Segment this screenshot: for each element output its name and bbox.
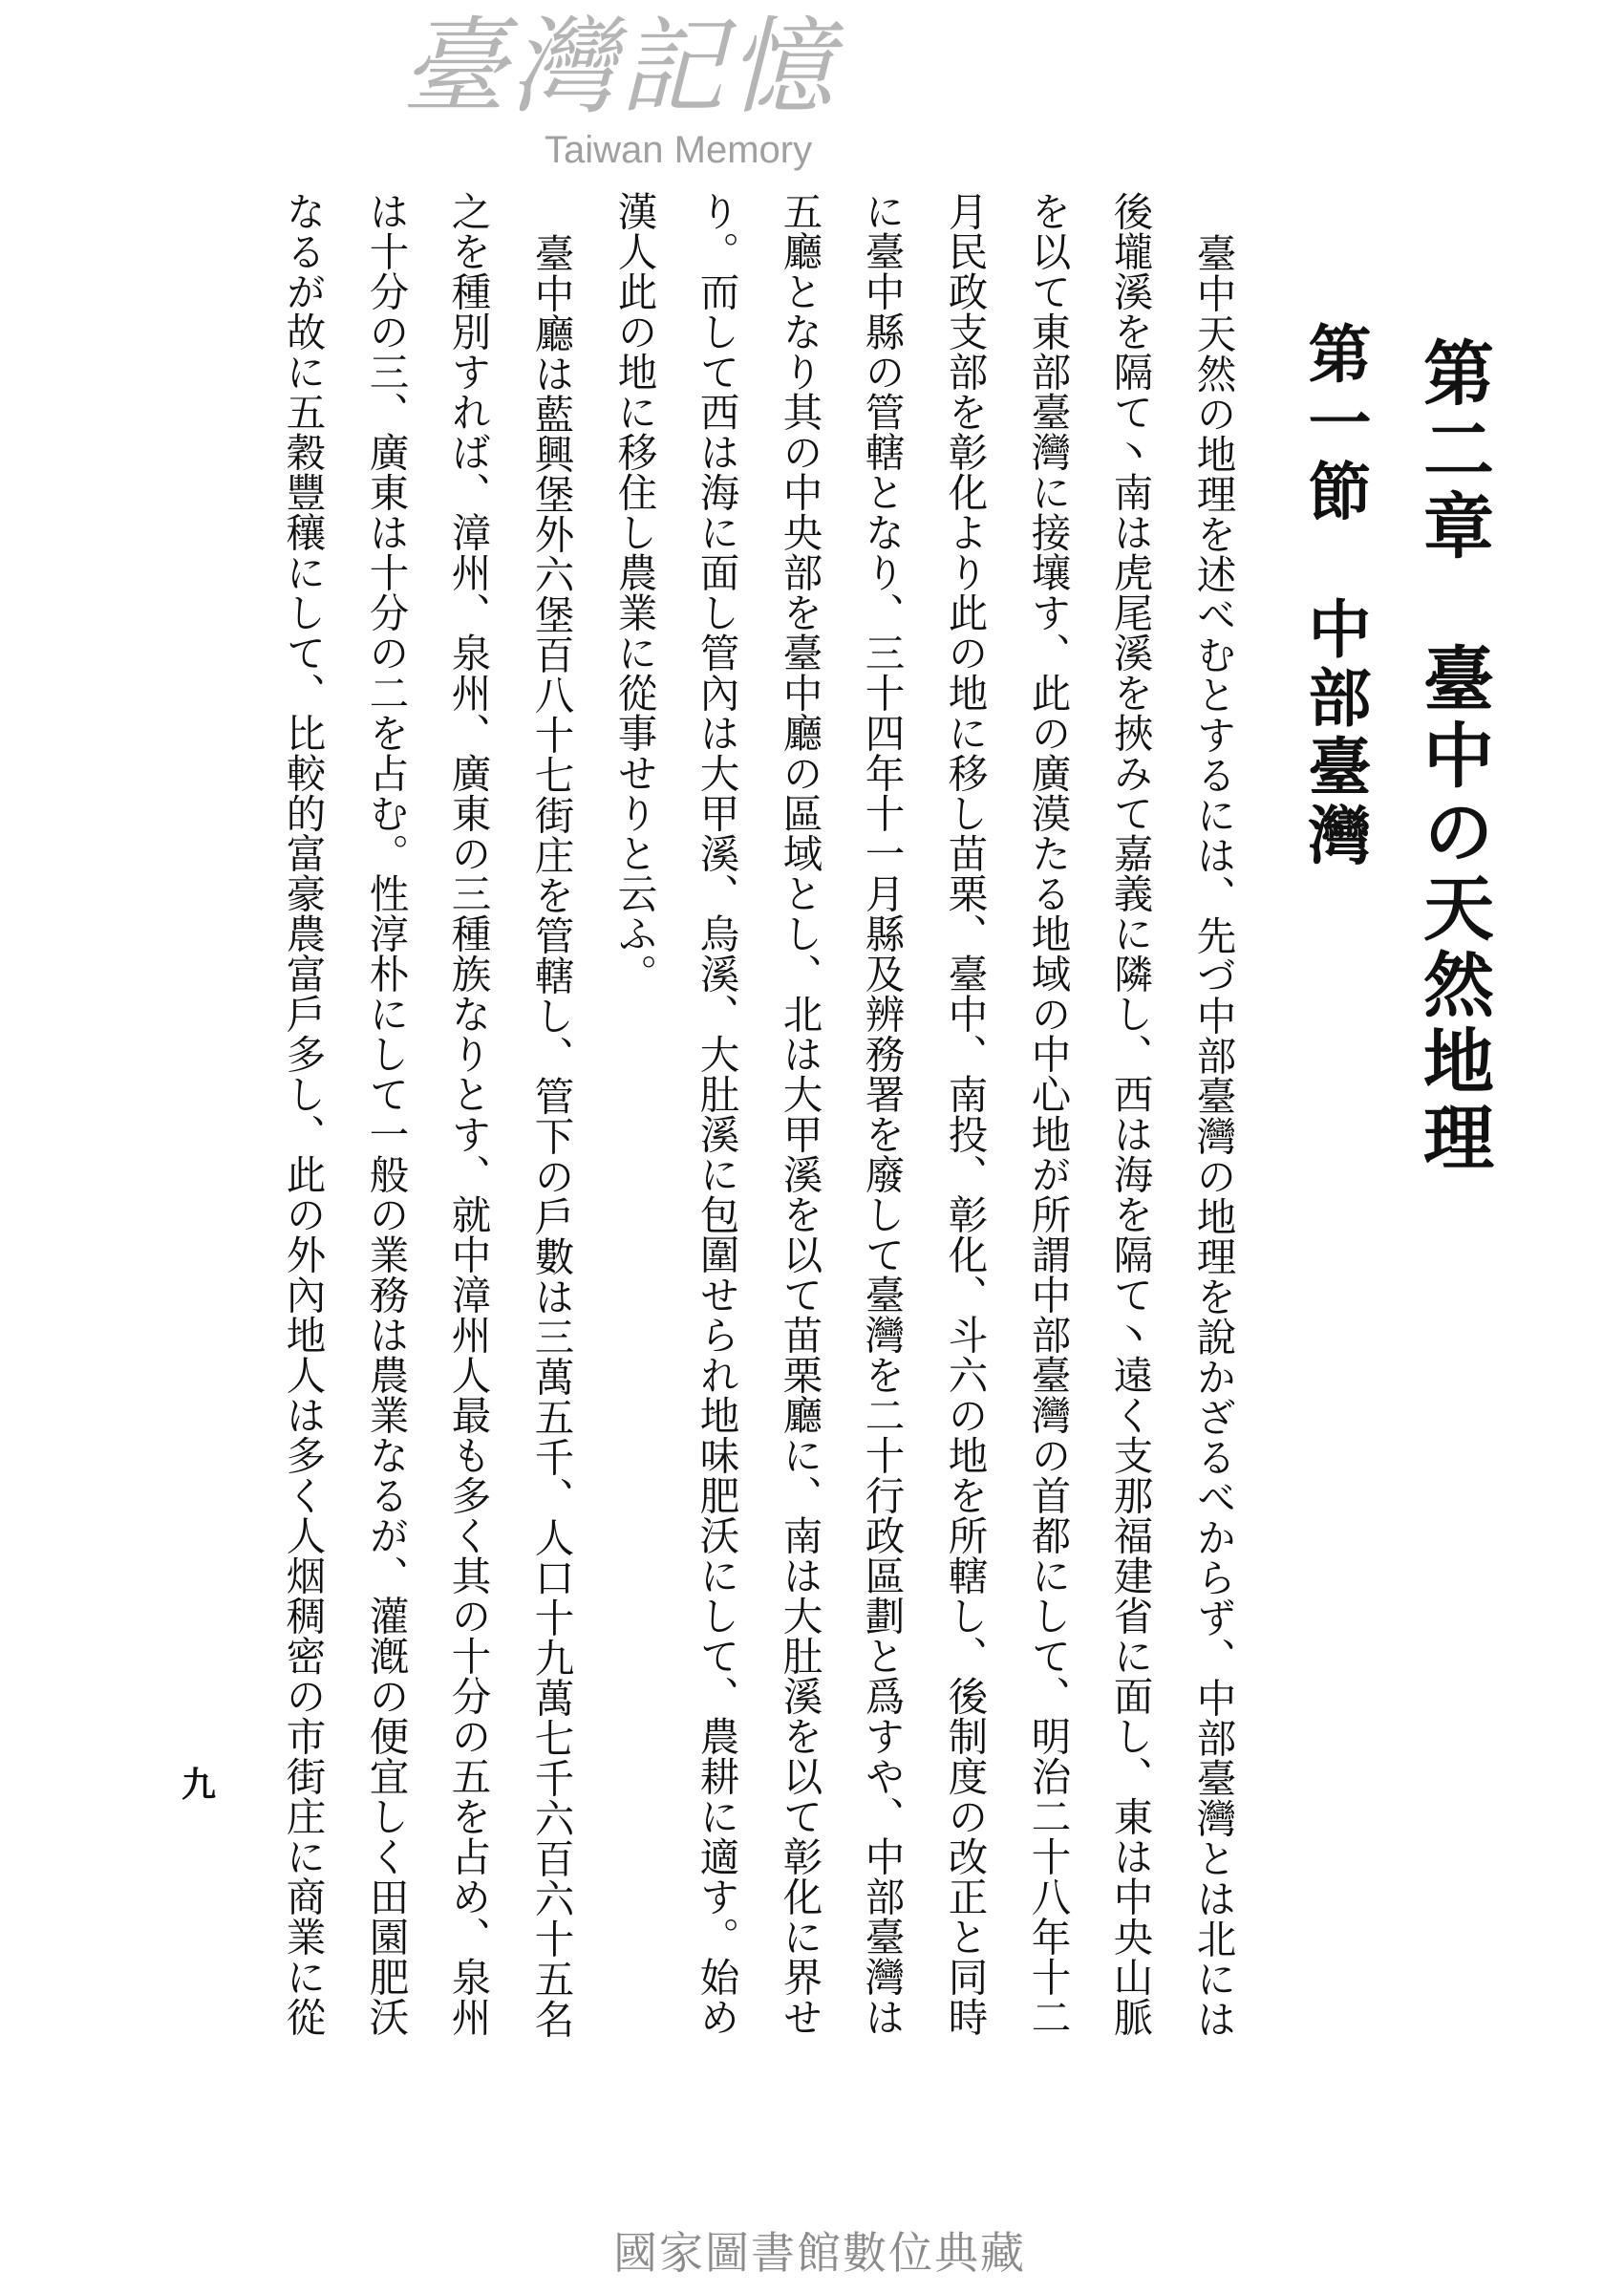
footer-credit: 國家圖書館數位典藏 [613, 2227, 1026, 2279]
text-line: 漢人此の地に移住し農業に從事せりと云ふ。 [610, 191, 658, 994]
section-title: 第一節 中部臺灣 [1297, 321, 1372, 871]
text-line: 臺中廳は藍興堡外六堡百八十七街庄を管轄し、管下の戶數は三萬五千、人口十九萬七千六百六十五名 [527, 233, 575, 2039]
text-line: 月民政支部を彰化より此の地に移し苗栗、臺中、南投、彰化、斗六の地を所轄し、後制度の改正と同時 [941, 191, 989, 2037]
text-line: なるが故に五穀豐穰にして、比較的富豪農富戶多し、此の外內地人は多く人烟稠密の市街庄に商業に從 [279, 191, 327, 2037]
watermark-logo [401, 6, 936, 182]
chapter-title: 第二章 臺中の天然地理 [1412, 336, 1494, 1177]
text-line: 五廳となり其の中央部を臺中廳の區域とし、北は大甲溪を以て苗栗廳に、南は大肚溪を以て彰化に界せ [776, 191, 823, 2037]
text-line: は十分の三、廣東は十分の二を占む。性淳朴にして一般の業務は農業なるが、灌漑の便宜しく田園肥沃 [362, 191, 410, 2037]
text-line: 臺中天然の地理を述べむとするには、先づ中部臺灣の地理を說かざるべからず、中部臺灣とは北には [1189, 233, 1237, 2039]
watermark-english: Taiwan Memory [545, 129, 813, 171]
page-number: 九 [182, 1765, 217, 1805]
text-line: 後壠溪を隔て丶南は虎尾溪を挾みて嘉義に隣し、西は海を隔て丶遠く支那福建省に面し、東は中央山脈 [1106, 191, 1154, 2037]
text-line: 之を種別すれば、漳州、泉州、廣東の三種族なりとす、就中漳州人最も多く其の十分の五を占め、泉州 [444, 191, 492, 2037]
text-line: に臺中縣の管轄となり、三十四年十一月縣及辨務署を廢して臺灣を二十行政區劃と爲すや、中部臺灣は [858, 191, 906, 2037]
watermark-chinese: 臺灣記憶 [401, 6, 837, 128]
text-line: を以て東部臺灣に接壤す、此の廣漠たる地域の中心地が所謂中部臺灣の首都にして、明治二十八年十二 [1024, 191, 1072, 2037]
text-line: り。而して西は海に面し管內は大甲溪、烏溪、大肚溪に包圍せられ地味肥沃にして、農耕に適す。始め [693, 191, 740, 2037]
